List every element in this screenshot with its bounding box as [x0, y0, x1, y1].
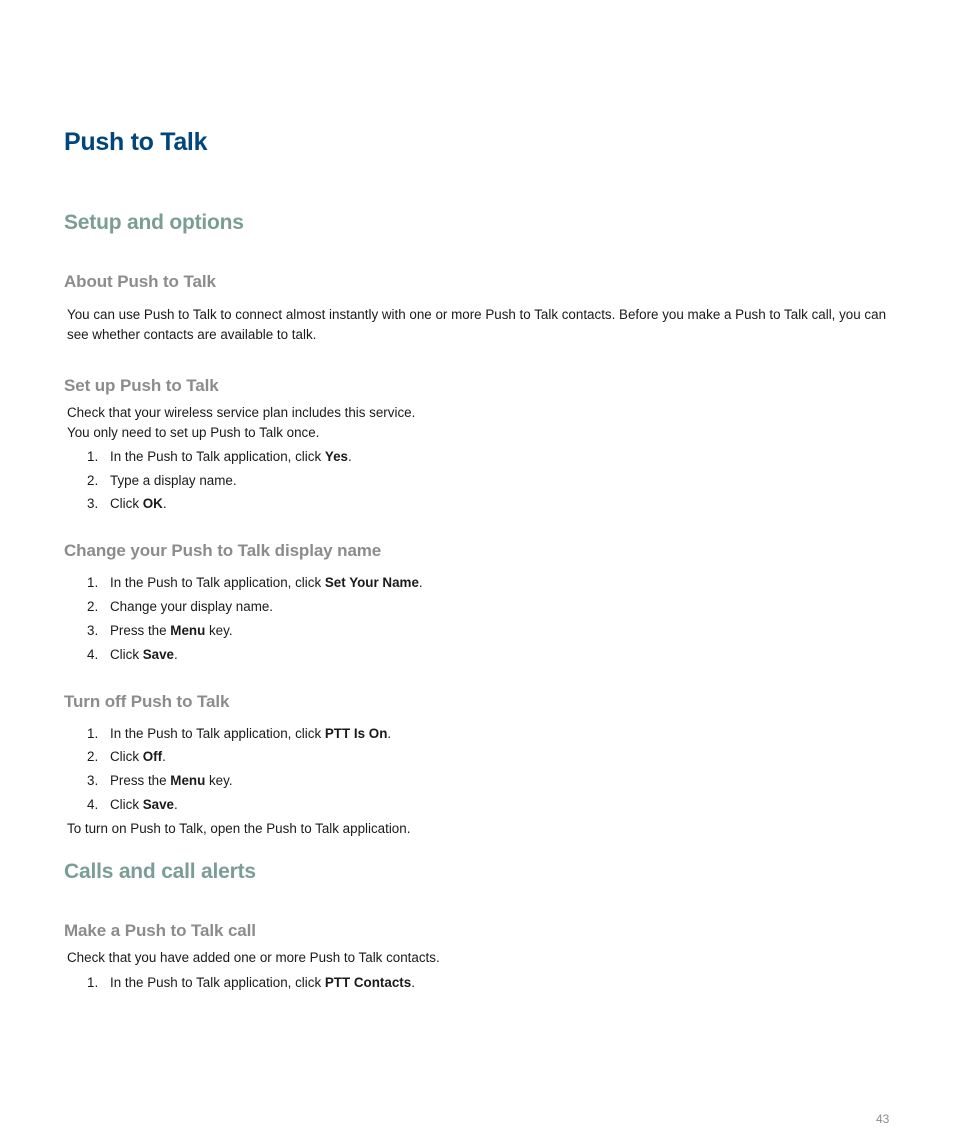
step-text: Click: [110, 797, 143, 812]
step-suffix: .: [174, 797, 178, 812]
step-number: 2.: [87, 473, 99, 488]
turn-off-step-4: [87, 796, 178, 814]
turn-off-step-2: [87, 748, 166, 766]
step-text: Type a display name.: [110, 473, 237, 488]
step-text: In the Push to Talk application, click: [110, 449, 325, 464]
step-number: 1.: [87, 575, 99, 590]
subheading-make-call: Make a Push to Talk call: [64, 921, 256, 940]
subheading-change-name: Change your Push to Talk display name: [64, 541, 382, 560]
ui-label: Yes: [324, 449, 348, 464]
step-text: Click: [110, 749, 143, 764]
step-suffix: key.: [205, 623, 233, 638]
step-number: 3.: [87, 496, 99, 511]
change-name-step-1: [87, 574, 423, 592]
turn-off-note: To turn on Push to Talk, open the Push to Talk application.: [67, 821, 411, 836]
ui-label: PTT Contacts: [324, 975, 412, 990]
page-title: Push to Talk: [64, 128, 208, 156]
about-paragraph: You can use Push to Talk to connect almost instantly with one or more Push to Talk contacts. Before you make a Push to Talk call, you can see whether contacts are available to talk.: [67, 307, 887, 342]
step-text: In the Push to Talk application, click: [110, 975, 325, 990]
change-name-step-2: [87, 598, 273, 616]
step-suffix: .: [162, 496, 167, 511]
step-number: 2.: [87, 599, 99, 614]
step-number: 1.: [87, 975, 99, 990]
ui-label: PTT Is On: [324, 726, 388, 741]
change-name-step-4: [87, 646, 178, 664]
step-number: 4.: [87, 647, 99, 662]
step-text: In the Push to Talk application, click: [110, 575, 325, 590]
step-text: In the Push to Talk application, click: [110, 726, 325, 741]
step-number: 3.: [87, 773, 99, 788]
section-heading-setup: Setup and options: [64, 211, 244, 234]
ui-label: Off: [142, 749, 163, 764]
step-number: 1.: [87, 726, 99, 741]
setup-intro-1: Check that your wireless service plan includes this service.: [67, 405, 416, 420]
step-text: Change your display name.: [110, 599, 274, 614]
ui-label: Set Your Name: [324, 575, 419, 590]
ui-label: Menu: [170, 623, 206, 638]
step-number: 2.: [87, 749, 99, 764]
step-text: Click: [110, 647, 143, 662]
step-number: 3.: [87, 623, 99, 638]
step-text: Press the: [110, 623, 171, 638]
setup-step-2: [87, 472, 237, 490]
change-name-step-3: [87, 622, 233, 640]
step-text: Click: [110, 496, 143, 511]
step-suffix: .: [387, 726, 392, 741]
step-number: 1.: [87, 449, 99, 464]
page-number: 43: [876, 1112, 890, 1126]
make-call-intro: Check that you have added one or more Push to Talk contacts.: [67, 950, 440, 965]
subheading-setup: Set up Push to Talk: [64, 376, 219, 395]
step-suffix: .: [162, 749, 166, 764]
ui-label: OK: [142, 496, 163, 511]
turn-off-step-3: [87, 772, 233, 790]
step-suffix: .: [418, 575, 423, 590]
subheading-turn-off: Turn off Push to Talk: [64, 692, 230, 711]
section-heading-calls: Calls and call alerts: [64, 860, 256, 883]
ui-label: Save: [142, 797, 175, 812]
make-call-step-1: [87, 974, 415, 992]
step-text: Press the: [110, 773, 171, 788]
subheading-about: About Push to Talk: [64, 272, 216, 291]
step-suffix: .: [411, 975, 415, 990]
turn-off-step-1: [87, 725, 391, 743]
ui-label: Save: [142, 647, 175, 662]
setup-intro-2: You only need to set up Push to Talk once.: [67, 425, 320, 440]
step-suffix: .: [347, 449, 352, 464]
step-suffix: .: [174, 647, 178, 662]
setup-step-3: [87, 495, 167, 513]
step-suffix: key.: [205, 773, 233, 788]
setup-step-1: [87, 448, 352, 466]
ui-label: Menu: [170, 773, 206, 788]
step-number: 4.: [87, 797, 99, 812]
